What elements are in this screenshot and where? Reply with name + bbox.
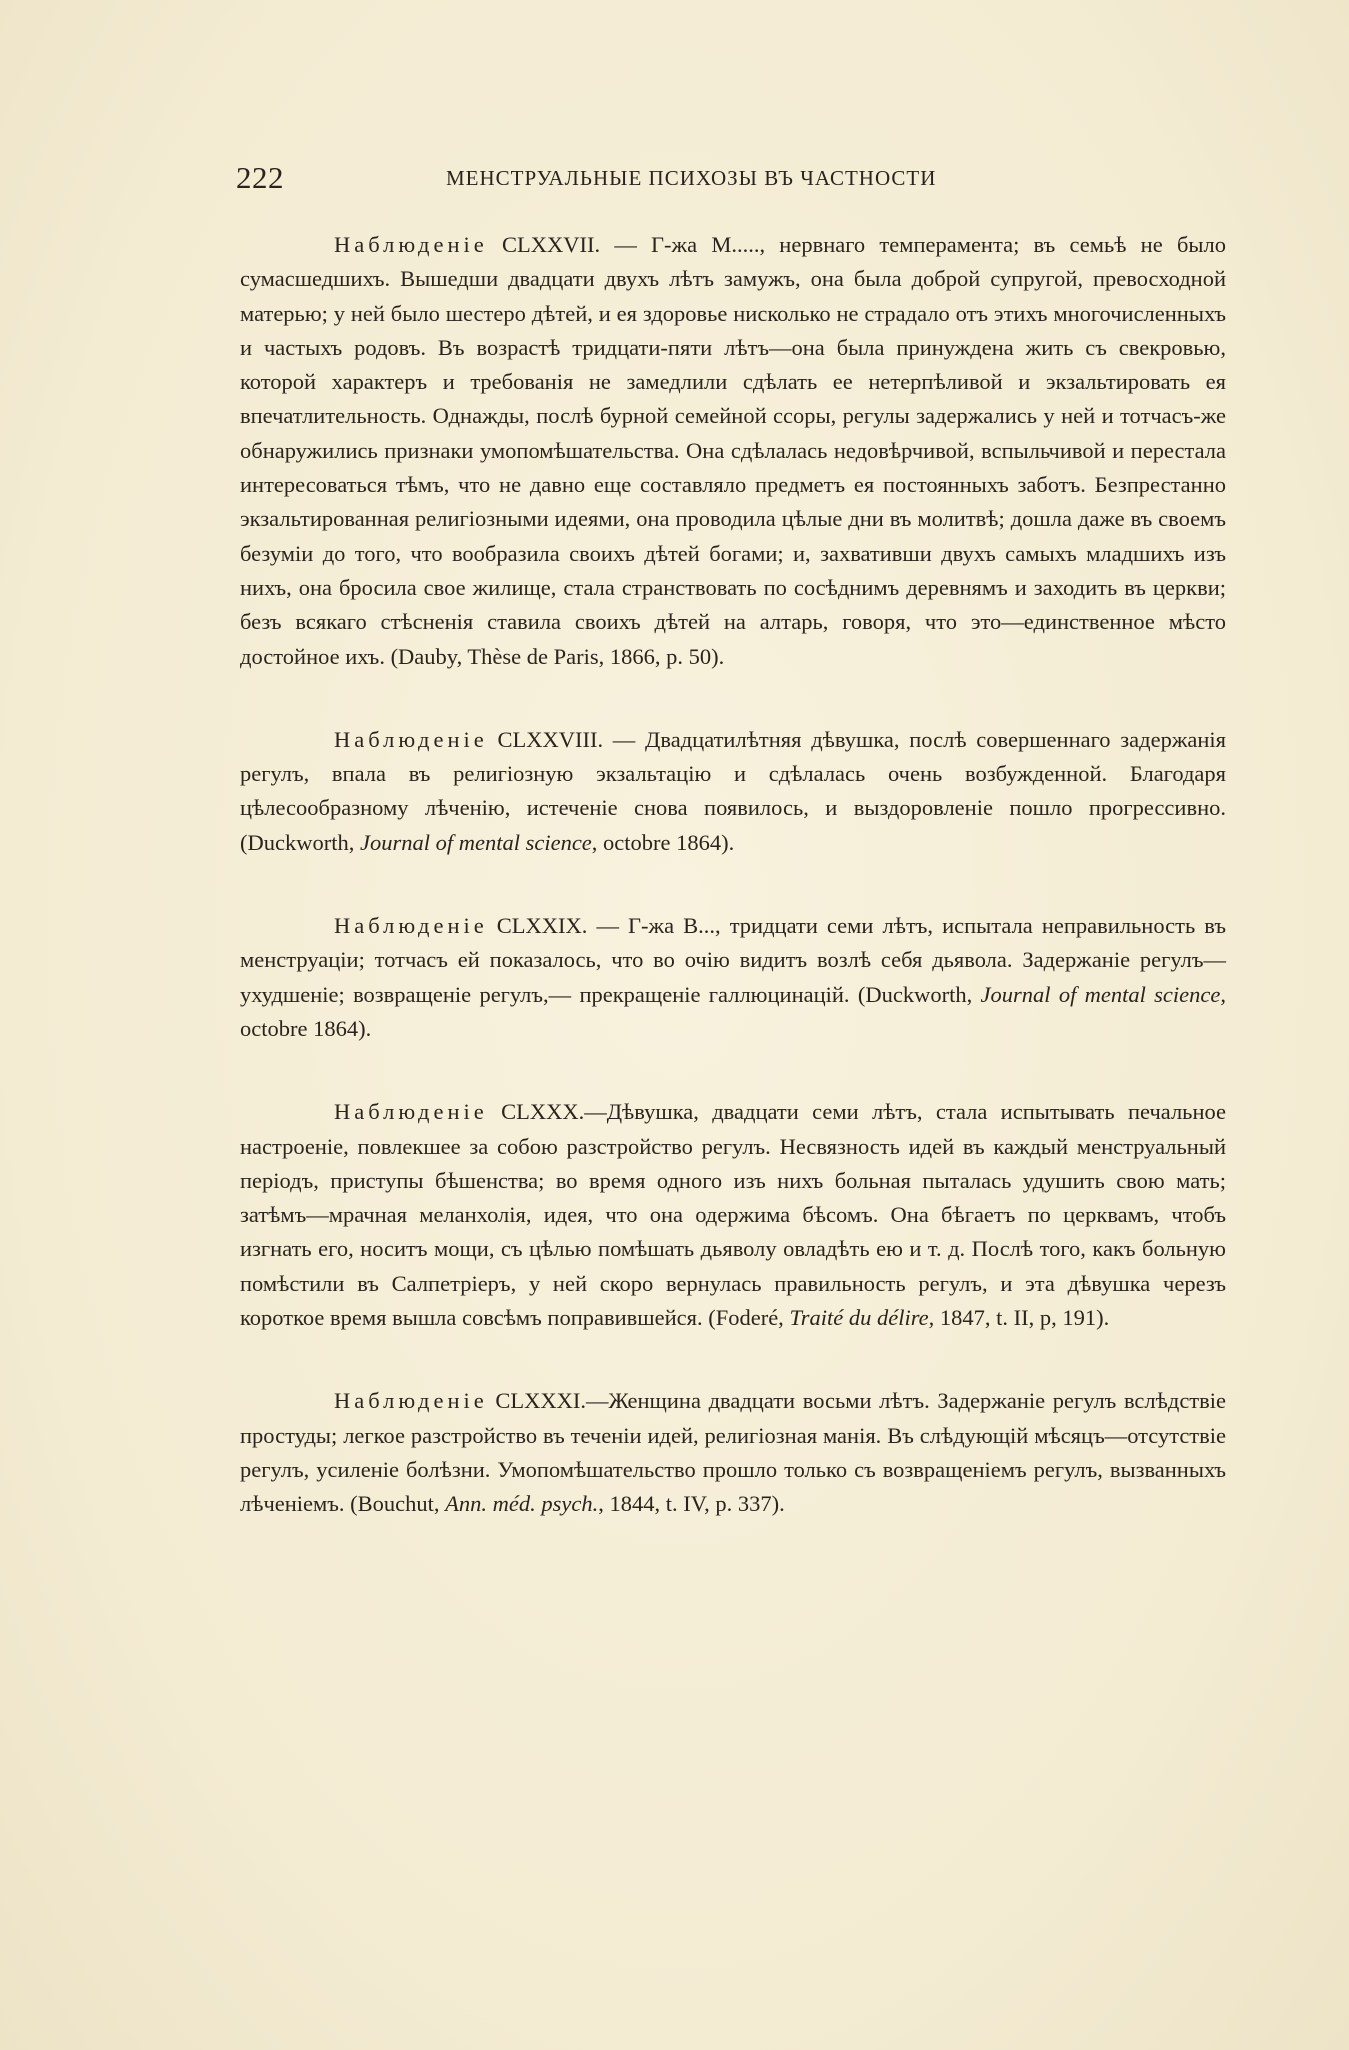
- observation-paragraph: [240, 228, 1226, 674]
- observation-number: CLXXXI.: [495, 1388, 586, 1414]
- observation-paragraph: [240, 1095, 1226, 1335]
- observation-paragraph: [240, 1384, 1226, 1521]
- observation-text: —Женщина двадцати восьми лѣтъ. Задержаніе регулъ вслѣдствіе простуды; легкое разстройство въ теченіи идей, религіозная манія. Въ слѣдующій мѣсяцъ—отсутствіе регулъ, усиленіе болѣзни. Умопомѣшательство прошло только съ возвращеніемъ регулъ, вызванныхъ лѣченіемъ. (Bouchut,: [240, 1388, 1226, 1517]
- observation-number: CLXXVIII.: [497, 726, 604, 752]
- observation-text: — Г-жа М....., нервнаго темперамента; въ семьѣ не было сумасшедшихъ. Вышедши двадцати двухъ лѣтъ замужъ, она была доброй супругой, превосходной матерью; у ней было шестеро дѣтей, и ея здоровье нисколько не страдало отъ этихъ многочисленныхъ и частыхъ родовъ. Въ возрастѣ тридцати-пяти лѣтъ—она была принуждена жить съ свекровью, которой характеръ и требованія не замедлили сдѣлать ее нетерпѣливой и экзальтировать ея впечатлительность. Однажды, послѣ бурной семейной ссоры, регулы задержались у ней и тотчасъ-же обнаружились признаки умопомѣшательства. Она сдѣлалась недовѣрчивой, вспыльчивой и перестала интересоваться тѣмъ, что не давно еще составляло предметъ ея постоянныхъ заботъ. Безпрестанно экзальтированная религіозными идеями, она проводила цѣлые дни въ молитвѣ; дошла даже въ своемъ безуміи до того, что вообразила своихъ дѣтей богами; и, захвативши двухъ самыхъ младшихъ изъ нихъ, она бросила свое жилище, стала странствовать по сосѣднимъ деревнямъ и заходить въ церкви; безъ всякаго стѣсненія ставила своихъ дѣтей на алтарь, говоря, что это—единственное мѣсто достойное ихъ. (Dauby, Thèse de Paris, 1866, p. 50).: [240, 232, 1226, 669]
- citation-tail: , octobre 1864).: [591, 829, 735, 855]
- observation-number: CLXXIX.: [496, 913, 588, 939]
- observation-text: —Дѣвушка, двадцати семи лѣтъ, стала испытывать печальное настроеніе, повлекшее за собою разстройство регулъ. Несвязность идей въ каждый менструальный періодъ, приступы бѣшенства; во время одного изъ нихъ больная пыталась удушить свою мать; затѣмъ—мрачная меланхолія, идея, что она одержима бѣсомъ. Она бѣгаетъ по церквамъ, чтобъ изгнать его, носитъ мощи, съ цѣлью помѣшать дьяволу овладѣть ею и т. д. Послѣ того, какъ больную помѣстили въ Салпетріеръ, у ней скоро вернулась правильность регулъ, и эта дѣвушка черезъ короткое время вышла совсѣмъ поправившейся. (Foderé,: [240, 1099, 1226, 1331]
- observation-lead: Наблюденіе: [334, 1388, 488, 1414]
- observation-lead: Наблюденіе: [334, 913, 488, 939]
- citation-title: Journal of mental science: [359, 829, 592, 855]
- observation-text: — Г-жа В..., тридцати семи лѣтъ, испытала неправильность въ менструаціи; тотчасъ ей показалось, что во очію видитъ возлѣ себя дьявола. Задержаніе регулъ—ухудшеніе; возвращеніе регулъ,— прекращеніе галлюцинацій. (Duckworth,: [240, 913, 1226, 1007]
- citation-tail: 1847, t. II, p, 191).: [934, 1305, 1110, 1331]
- citation-title: Journal of mental science,: [980, 981, 1226, 1007]
- running-title: МЕНСТРУАЛЬНЫЕ ПСИХОЗЫ ВЪ ЧАСТНОСТИ: [446, 166, 937, 190]
- citation-tail: , 1844, t. IV, p. 337).: [598, 1491, 785, 1517]
- page-body: [240, 228, 1226, 1522]
- observation-text: — Двадцатилѣтняя дѣвушка, послѣ совершеннаго задержанія регулъ, впала въ религіозную экзальтацію и сдѣлалась очень возбужденной. Благодаря цѣлесообразному лѣченію, истеченіе снова появилось, и выздоровленіе пошло прогрессивно. (Duckworth,: [240, 726, 1226, 855]
- citation-title: Traité du délire,: [789, 1305, 935, 1331]
- observation-lead: Наблюденіе: [334, 232, 488, 257]
- observation-number: CLXXVII.: [501, 232, 601, 257]
- observation-paragraph: [240, 723, 1226, 860]
- page-number: 222: [236, 160, 284, 195]
- observation-paragraph: [240, 909, 1226, 1046]
- citation-tail: octobre 1864).: [240, 1015, 372, 1041]
- observation-lead: Наблюденіе: [334, 726, 488, 752]
- observation-lead: Наблюденіе: [334, 1099, 488, 1125]
- observation-number: CLXXX.: [501, 1099, 585, 1125]
- citation-title: Ann. méd. psych.: [445, 1491, 599, 1517]
- page-header: [236, 160, 1028, 200]
